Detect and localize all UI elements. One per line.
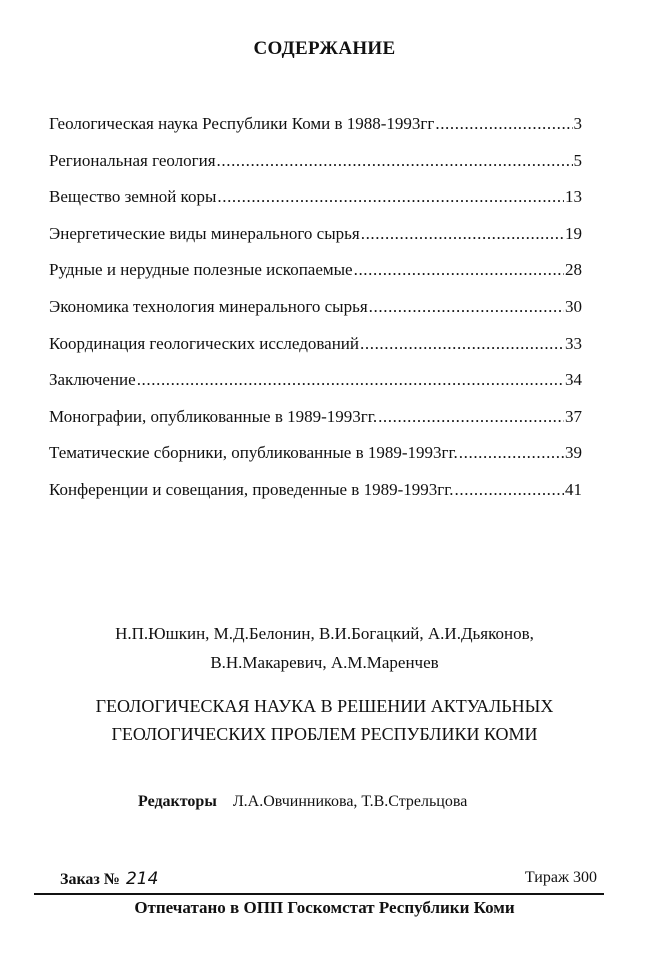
table-of-contents xyxy=(49,114,582,517)
editors-label: Редакторы xyxy=(138,793,217,810)
toc-entry-label: Вещество земной коры xyxy=(49,187,217,207)
toc-entry xyxy=(49,114,582,151)
toc-entry-label: Координация геологических исследований xyxy=(49,333,360,353)
order-label: Заказ № xyxy=(60,871,120,888)
print-run: Тираж 300 xyxy=(524,869,597,886)
authors-block xyxy=(0,619,649,677)
toc-entry xyxy=(49,370,582,407)
toc-entry xyxy=(49,151,582,188)
toc-entry xyxy=(49,443,582,480)
toc-leader-dots xyxy=(137,370,564,390)
toc-entry-page: 13 xyxy=(565,187,582,207)
toc-leader-dots xyxy=(378,407,564,427)
toc-entry xyxy=(49,224,582,261)
toc-entry-page: 19 xyxy=(565,223,582,243)
toc-entry xyxy=(49,334,582,371)
toc-entry-label: Тематические сборники, опубликованные в 1989-1993гг. xyxy=(49,443,458,463)
toc-leader-dots xyxy=(360,334,564,354)
imprint-divider xyxy=(34,893,604,895)
toc-entry-page: 3 xyxy=(573,114,582,133)
editors-line xyxy=(138,793,467,811)
toc-leader-dots xyxy=(217,187,564,207)
toc-entry-label: Рудные и нерудные полезные ископаемые xyxy=(49,260,353,280)
book-title-line: ГЕОЛОГИЧЕСКИХ ПРОБЛЕМ РЕСПУБЛИКИ КОМИ xyxy=(111,724,538,744)
toc-entry-page: 39 xyxy=(565,443,582,463)
toc-entry-page: 5 xyxy=(573,150,582,170)
toc-entry-label: Энергетические виды минерального сырья xyxy=(49,223,360,243)
toc-leader-dots xyxy=(435,114,572,134)
toc-entry-page: 30 xyxy=(565,296,582,316)
toc-entry xyxy=(49,260,582,297)
toc-leader-dots xyxy=(354,260,564,280)
toc-entry-label: Экономика технология минерального сырья xyxy=(49,296,368,316)
toc-entry xyxy=(49,480,582,517)
toc-entry xyxy=(49,187,582,224)
toc-title: СОДЕРЖАНИЕ xyxy=(253,38,396,59)
book-title xyxy=(0,692,649,748)
toc-leader-dots xyxy=(459,443,564,463)
printed-by: Отпечатано в ОПП Госкомстат Республики Коми xyxy=(134,898,515,917)
toc-entry-page: 33 xyxy=(565,333,582,353)
editors-names: Л.А.Овчинникова, Т.В.Стрельцова xyxy=(232,793,468,810)
order-number: 214 xyxy=(125,869,159,889)
toc-entry-page: 41 xyxy=(565,479,582,499)
order-info xyxy=(60,869,158,889)
toc-entry xyxy=(49,297,582,334)
toc-entry-label: Региональная геология xyxy=(49,150,216,170)
toc-entry-label: Монографии, опубликованные в 1989-1993гг. xyxy=(49,406,378,426)
toc-leader-dots xyxy=(217,151,573,171)
toc-entry-label: Геологическая наука Республики Коми в 1988-1993гг xyxy=(49,114,435,133)
toc-entry xyxy=(49,407,582,444)
toc-entry-label: Заключение xyxy=(49,370,136,390)
toc-leader-dots xyxy=(361,224,564,244)
book-title-line: ГЕОЛОГИЧЕСКАЯ НАУКА В РЕШЕНИИ АКТУАЛЬНЫХ xyxy=(95,696,554,716)
authors-line: Н.П.Юшкин, М.Д.Белонин, В.И.Богацкий, А.И.Дьяконов, xyxy=(115,624,534,643)
toc-entry-page: 34 xyxy=(565,370,582,390)
authors-line: В.Н.Макаревич, А.М.Маренчев xyxy=(210,653,439,672)
toc-entry-page: 37 xyxy=(565,406,582,426)
toc-entry-page: 28 xyxy=(565,260,582,280)
toc-entry-label: Конференции и совещания, проведенные в 1989-1993гг. xyxy=(49,479,454,499)
toc-leader-dots xyxy=(369,297,564,317)
toc-leader-dots xyxy=(455,480,564,500)
